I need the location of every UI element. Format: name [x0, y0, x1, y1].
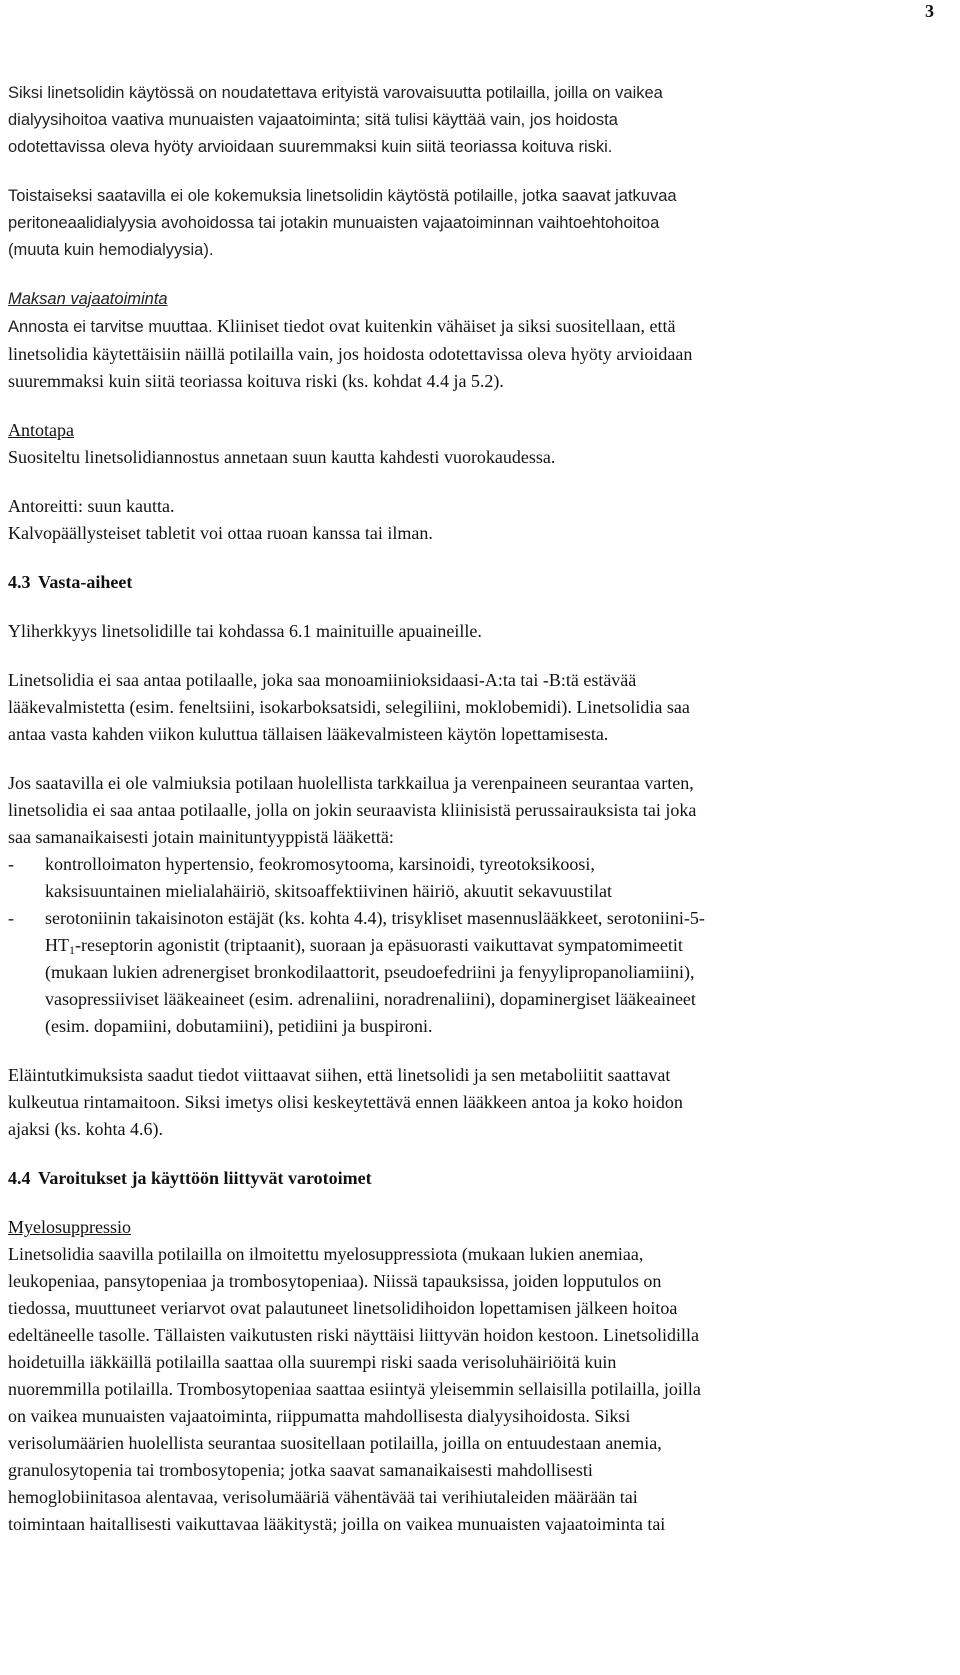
text-line: nuoremmilla potilailla. Trombosytopeniaa saattaa esiintyä yleisemmin sellaisilla potilailla, joilla [8, 1379, 701, 1399]
list-dash: - [8, 854, 14, 874]
text-line: Antoreitti: suun kautta. [8, 496, 175, 516]
paragraph-hepatic [8, 341, 948, 395]
text-line: Suositeltu linetsolidiannostus annetaan suun kautta kahdesti vuorokaudessa. [8, 447, 556, 467]
text-line: serotoniinin takaisinoton estäjät (ks. kohta 4.4), trisykliset masennuslääkkeet, serotoniini-5- [45, 908, 705, 928]
page-number: 3 [925, 1, 934, 21]
text-line: on vaikea munuaisten vajaatoiminta, riippumatta mahdollisesta dialyysihoidosta. Siksi [8, 1406, 631, 1426]
subsection-administration [8, 417, 948, 471]
text-line [45, 932, 948, 959]
text-line: Linetsolidia saavilla potilailla on ilmoitettu myelosuppressiota (mukaan lukien anemiaa, [8, 1244, 644, 1264]
text-line: vasopressiiviset lääkeaineet (esim. adrenaliini, noradrenaliini), dopaminergiset lääkeaineet [45, 989, 696, 1009]
text-line: toimintaan haitallisesti vaikuttavaa lääkitystä; joilla on vaikea munuaisten vajaatoiminta tai [8, 1514, 666, 1534]
text-line: leukopeniaa, pansytopeniaa ja trombosytopeniaa). Niissä tapauksissa, joiden lopputulos on [8, 1271, 662, 1291]
text-line: kaksisuuntainen mielialahäiriö, skitsoaffektiivinen häiriö, akuutit sekavuustilat [45, 881, 613, 901]
paragraph-peritoneal [8, 183, 948, 264]
ht-label: HT [45, 935, 69, 955]
section-title: Varoitukset ja käyttöön liittyvät varotoimet [38, 1168, 372, 1188]
text-line: linetsolidia käytettäisiin näillä potilailla vain, jos hoidosta odotettavissa oleva hyöty arvioidaan [8, 344, 693, 364]
paragraph-monitoring [8, 770, 948, 1040]
text-fragment: -reseptorin agonistit (triptaanit), suoraan ja epäsuorasti vaikuttavat sympatomimeetit [75, 935, 683, 955]
paragraph-route [8, 493, 948, 547]
subsection-myelosuppression [8, 1214, 948, 1538]
list-item [8, 851, 948, 905]
text-line: antaa vasta kahden viikon kuluttua tällaisen lääkevalmisteen käytön lopettamisesta. [8, 724, 609, 744]
ht-subscript: 1 [69, 943, 75, 957]
text-line: (mukaan lukien adrenergiset bronkodilaattorit, pseudoefedriini ja fenyylipropanoliamiini), [45, 962, 695, 982]
text-line: suuremmaksi kuin siitä teoriassa koituva riski (ks. kohdat 4.4 ja 5.2). [8, 371, 504, 391]
text-line: edeltäneelle tasolle. Tällaisten vaikutusten riski näyttäisi liittyvän hoidon kestoon. Linetsolidilla [8, 1325, 700, 1345]
paragraph-renal-caution [8, 80, 948, 161]
text-line: tiedossa, muuttuneet veriarvot ovat palautuneet linetsolidihoidon lopettamisen jälkeen hoitoa [8, 1298, 678, 1318]
text-line: (esim. dopamiini, dobutamiini), petidiini ja buspironi. [45, 1016, 433, 1036]
section-number: 4.3 [8, 572, 31, 592]
list-dash: - [8, 908, 14, 928]
text-line: hemoglobiinitasoa alentavaa, verisolumääriä vähentävää tai verihiutaleiden määrään tai [8, 1487, 638, 1507]
text-line: Siksi linetsolidin käytössä on noudatettava erityistä varovaisuutta potilailla, joilla on vaikea [8, 84, 663, 102]
text-line [8, 313, 948, 341]
list-item [8, 905, 948, 1040]
text-line: linetsolidia ei saa antaa potilaalle, jolla on jokin seuraavista kliinisistä perussairauksista tai joka [8, 800, 697, 820]
text-line: Toistaiseksi saatavilla ei ole kokemuksia linetsolidin käytöstä potilaille, jotka saavat jatkuvaa [8, 187, 677, 205]
paragraph-mao [8, 667, 948, 748]
text-line: verisolumäärien huolellista seurantaa suositellaan potilailla, joilla on entuudestaan anemia, [8, 1433, 662, 1453]
hepatic-dose-note: Annosta ei tarvitse muuttaa. [8, 318, 213, 336]
text-line: Jos saatavilla ei ole valmiuksia potilaan huolellista tarkkailua ja verenpaineen seurantaa varten, [8, 773, 694, 793]
section-heading-4-3 [8, 569, 948, 596]
paragraph-lactation [8, 1062, 948, 1143]
text-line: ajaksi (ks. kohta 4.6). [8, 1119, 163, 1139]
hepatic-heading: Maksan vajaatoiminta [8, 290, 168, 308]
administration-heading: Antotapa [8, 420, 74, 440]
text-line: (muuta kuin hemodialyysia). [8, 241, 214, 259]
text-line: saa samanaikaisesti jotain mainituntyyppistä lääkettä: [8, 827, 394, 847]
hepatic-clinical-note: Kliiniset tiedot ovat kuitenkin vähäiset ja siksi suositellaan, että [212, 316, 676, 336]
section-number: 4.4 [8, 1168, 31, 1188]
text-line: Kalvopäällysteiset tabletit voi ottaa ruoan kanssa tai ilman. [8, 523, 433, 543]
text-line: granulosytopenia tai trombosytopenia; jotka saavat samanaikaisesti mahdollisesti [8, 1460, 593, 1480]
text-line: dialyysihoitoa vaativa munuaisten vajaatoiminta; sitä tulisi käyttää vain, jos hoidosta [8, 111, 618, 129]
paragraph-hypersensitivity [8, 618, 948, 645]
section-title: Vasta-aiheet [38, 572, 133, 592]
text-line: Eläintutkimuksista saadut tiedot viittaavat siihen, että linetsolidi ja sen metaboliitit saattavat [8, 1065, 671, 1085]
text-line: peritoneaalidialyysia avohoidossa tai jotakin munuaisten vajaatoiminnan vaihtoehtohoitoa [8, 214, 660, 232]
text-line: Yliherkkyys linetsolidille tai kohdassa 6.1 mainituille apuaineille. [8, 621, 482, 641]
myelosuppression-heading: Myelosuppressio [8, 1217, 131, 1237]
text-line: kontrolloimaton hypertensio, feokromosytooma, karsinoidi, tyreotoksikoosi, [45, 854, 595, 874]
subsection-hepatic [8, 286, 948, 341]
text-line: hoidetuilla iäkkäillä potilailla saattaa olla suurempi riski saada verisoluhäiriöitä kuin [8, 1352, 617, 1372]
text-line: kulkeutua rintamaitoon. Siksi imetys olisi keskeytettävä ennen lääkkeen antoa ja koko hoidon [8, 1092, 683, 1112]
text-line: Linetsolidia ei saa antaa potilaalle, joka saa monoamiinioksidaasi-A:ta tai -B:tä estävää [8, 670, 637, 690]
section-heading-4-4 [8, 1165, 948, 1192]
text-line: odotettavissa oleva hyöty arvioidaan suuremmaksi kuin siitä teoriassa koituva riski. [8, 138, 613, 156]
document-body [8, 80, 948, 1538]
text-line: lääkevalmistetta (esim. feneltsiini, isokarboksatsidi, selegiliini, moklobemidi). Linetsolidia saa [8, 697, 690, 717]
